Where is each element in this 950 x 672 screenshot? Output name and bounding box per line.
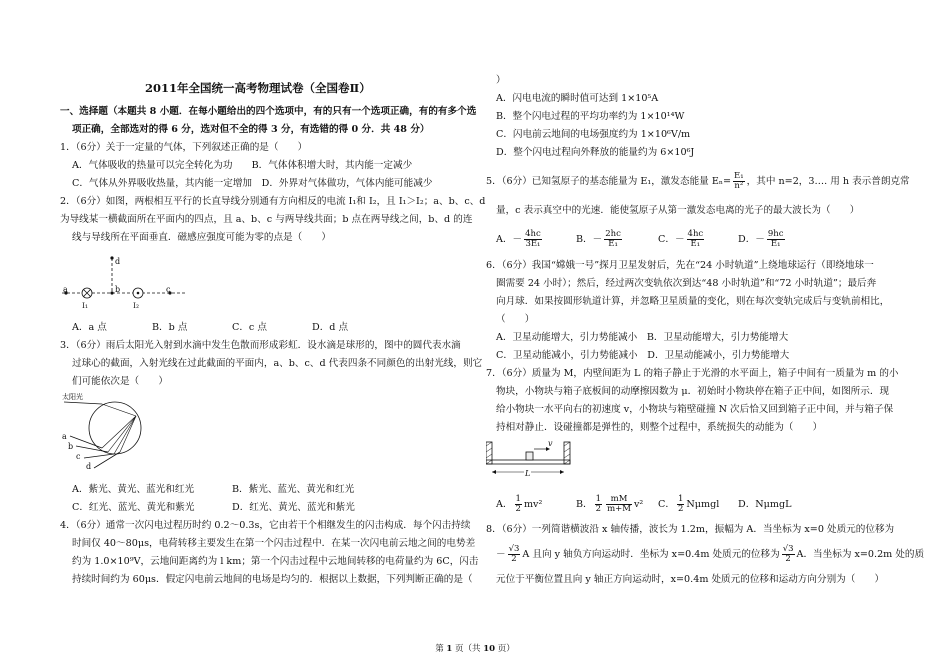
page-footer (0, 642, 950, 654)
q5-option-c-fraction (687, 230, 705, 249)
q5-stem-post: ，其中 n=2，3…. 用 h 表示普朗克常 (746, 176, 910, 187)
q6-stem-line2: 圈需要 24 小时）；然后，经过两次变轨依次到达“48 小时轨道”和“72 小时轨道”；最后奔 (496, 278, 877, 289)
q3-option-b: B．紫光、蓝光、黄光和红光 (232, 484, 355, 495)
q2-label-d: d (115, 257, 121, 266)
q5-option-a-num: 4hc (525, 229, 541, 239)
q5-stem-line2: 量，c 表示真空中的光速．能使氢原子从第一激发态电离的光子的最大波长为（ ） (496, 205, 860, 216)
q7-stem-line3: 给小物块一水平向右的初速度 v，小物块与箱壁碰撞 N 次后恰又回到箱子正中间，并与箱子保 (496, 404, 894, 415)
q6-options-cd: C．卫星动能减小，引力势能减小 D．卫星动能减小，引力势能增大 (496, 350, 790, 361)
q7-option-a-fraction (515, 495, 522, 514)
q5-option-b-sign: － (592, 234, 603, 245)
q2-stem-line1: 2．（6分）如图，两根相互平行的长直导线分别通有方向相反的电流 I₁和 I₂，且 I₁＞I₂；a、b、c、d (60, 196, 486, 207)
q4-option-b: B．整个闪电过程的平均功率约为 1×10¹⁴W (496, 111, 685, 122)
q8-stem-line1: 8．（6分）一列简谐横波沿 x 轴传播，波长为 1.2m，振幅为 A．当坐标为 x=0 处质元的位移为 (486, 524, 895, 535)
q8-fraction2-den: 2 (785, 554, 791, 564)
q1-stem: 1．（6分）关于一定量的气体，下列叙述正确的是（ ） (60, 142, 308, 153)
footer-middle: 页（共 (452, 644, 484, 654)
q2-wire-figure (60, 248, 190, 320)
q7-option-b-fraction1 (595, 495, 602, 514)
q7-option-a-label: A． (496, 499, 513, 510)
q7-box-figure (486, 438, 576, 480)
q2-stem-line2: 为导线某一横截面所在平面内的四点，且 a、b、c 与两导线共面；b 点在两导线之间，b、d 的连 (60, 214, 473, 225)
q5-stem-line1 (486, 172, 910, 191)
q3-label-d: d (86, 462, 92, 471)
q7-option-c-num: 1 (677, 494, 684, 504)
q7-option-b-label: B． (576, 499, 593, 510)
footer-prefix: 第 (435, 644, 447, 654)
q5-option-a-label: A． (496, 234, 513, 245)
q2-option-c: C．c 点 (232, 322, 267, 333)
q5-option-d-fraction (767, 230, 785, 249)
q2-option-a: A．a 点 (72, 322, 107, 333)
q5-option-d-den: E₁ (770, 239, 781, 249)
q4-option-d: D．整个闪电过程向外释放的能量约为 6×10⁶J (496, 147, 695, 158)
footer-total-pages: 10 (483, 644, 496, 654)
q7-stem-line2: 物块，小物块与箱子底板间的动摩擦因数为 μ．初始时小物块停在箱子正中间，如图所示．现 (496, 386, 890, 397)
q5-option-a-den: 3E₁ (525, 239, 541, 249)
q3-label-sunlight: 太阳光 (62, 393, 83, 401)
q3-option-a: A．紫光、黄光、蓝光和红光 (72, 484, 195, 495)
q4-stem-end: ） (496, 75, 506, 86)
q2-stem-line3: 线与导线所在平面垂直．磁感应强度可能为零的点是（ ） (72, 232, 332, 243)
q5-option-d-num: 9hc (767, 229, 784, 239)
section1-heading-line2: 项正确，全部选对的得 6 分，选对但不全的得 3 分，有选错的得 0 分．共 48 分） (72, 124, 430, 135)
q5-option-c-sign: － (674, 234, 685, 245)
q7-option-c (658, 495, 719, 514)
q2-option-b: B．b 点 (152, 322, 188, 333)
q7-option-c-expr: Nμmgl (686, 499, 720, 510)
q8-fraction2 (782, 545, 795, 564)
q5-option-b-fraction (604, 230, 622, 249)
q5-energy-fraction (733, 172, 745, 191)
q8-stem-post: A．当坐标为 x=0.2m 处的质 (796, 549, 925, 560)
q7-option-b-num1: 1 (595, 494, 602, 504)
q7-label-v: v (548, 439, 553, 448)
q5-option-a-fraction (524, 230, 542, 249)
q4-stem-line2: 时间仅 40～80μs，电荷转移主要发生在第一个闪击过程中．在某一次闪电前云地之间的电势差 (72, 538, 476, 549)
q5-option-d-sign: － (755, 234, 765, 245)
q2-option-d: D．d 点 (312, 322, 349, 333)
q3-stem-line2: 过球心的截面，入射光线在过此截面的平面内，a、b、c、d 代表四条不同颜色的出射光线，则它 (72, 358, 483, 369)
q7-option-b-den2: m+M (607, 504, 631, 514)
q5-option-a (496, 230, 544, 249)
q8-fraction1-num: √3 (508, 544, 520, 554)
q2-label-c: c (166, 285, 171, 294)
q8-sign: － (496, 549, 506, 560)
q2-label-a: a (63, 285, 68, 294)
q5-option-b (576, 230, 624, 249)
q3-option-c: C．红光、蓝光、黄光和紫光 (72, 502, 195, 513)
q7-option-b (576, 495, 643, 514)
q7-label-l: L (525, 469, 531, 478)
q4-option-c: C．闪电前云地间的电场强度约为 1×10⁶V/m (496, 129, 691, 140)
q2-label-i2: I₂ (133, 301, 139, 310)
q7-option-c-den: 2 (677, 504, 684, 514)
q4-stem-line1: 4．（6分）通常一次闪电过程历时约 0.2～0.3s，它由若干个相继发生的闪击构成．每个闪击持续 (60, 520, 471, 531)
q7-option-c-fraction (677, 495, 684, 514)
q6-stem-line1: 6．（6分）我国“嫦娥一号”探月卫星发射后，先在“24 小时轨道”上绕地球运行（即绕地球一 (486, 260, 874, 271)
q5-option-c (658, 230, 706, 249)
q7-stem-line4: 持相对静止．设碰撞都是弹性的，则整个过程中，系统损失的动能为（ ） (496, 422, 823, 433)
footer-page-number: 1 (446, 644, 453, 654)
q4-stem-line3: 约为 1.0×10⁹V，云地间距离约为 l km；第一个闪击过程中云地间转移的电荷量约为 6C，闪击 (72, 556, 479, 567)
q3-label-c: c (76, 452, 81, 461)
q5-option-a-sign: － (512, 234, 523, 245)
q5-option-b-num: 2hc (605, 229, 621, 239)
q4-stem-line4: 持续时间约为 60μs．假定闪电前云地间的电场是均匀的．根据以上数据，下列判断正确的是（ (72, 574, 473, 585)
q5-stem-pre: 5．（6分）已知氢原子的基态能量为 E₁，激发态能量 Eₙ= (486, 176, 732, 187)
q5-option-b-den: E₁ (608, 239, 618, 249)
q5-frac-numerator: E₁ (734, 171, 744, 181)
q7-option-a-den: 2 (515, 504, 521, 514)
q3-label-a: a (62, 432, 67, 441)
q4-option-a: A．闪电电流的瞬时值可达到 1×10⁵A (496, 93, 659, 104)
q7-option-a-num: 1 (515, 494, 521, 504)
q7-option-a (496, 495, 542, 514)
q2-label-i1: I₁ (82, 301, 88, 310)
q7-option-a-expr: mv² (523, 499, 543, 510)
q7-option-b-den1: 2 (595, 504, 602, 514)
q3-stem-line3: 们可能依次是（ ） (72, 376, 168, 387)
q7-option-b-num2: mM (606, 495, 632, 505)
q8-fraction2-num: √3 (782, 544, 794, 554)
q1-options-cd: C．气体从外界吸收热量，其内能一定增加 D．外界对气体做功，气体内能可能减少 (72, 178, 433, 189)
q2-wire-diagram (60, 248, 190, 320)
q2-label-b: b (115, 285, 121, 294)
q8-stem-mid: A 且向 y 轴负方向运动时．坐标为 x=0.4m 处质元的位移为 (522, 549, 780, 560)
q8-fraction1 (508, 545, 521, 564)
q7-stem-line1: 7．（6分）质量为 M，内壁间距为 L 的箱子静止于光滑的水平面上，箱子中间有一质量为 m 的小 (486, 368, 899, 379)
q5-option-d-label: D． (738, 234, 756, 245)
q3-stem-line1: 3．（6分）雨后太阳光入射到水滴中发生色散而形成彩虹．设水滴是球形的，图中的圆代表水滴 (60, 340, 461, 351)
q6-stem-line4: （ ） (496, 314, 535, 325)
q3-label-b: b (68, 442, 74, 451)
q1-options-ab: A．气体吸收的热量可以完全转化为功 B．气体体积增大时，其内能一定减少 (72, 160, 413, 171)
footer-suffix: 页） (495, 644, 515, 654)
q5-option-c-num: 4hc (687, 229, 704, 239)
q6-stem-line3: 向月球．如果按圆形轨道计算，并忽略卫星质量的变化，则在每次变轨完成后与变轨前相比， (496, 296, 890, 307)
q5-option-c-label: C． (658, 234, 675, 245)
q7-option-c-label: C． (658, 499, 675, 510)
q7-option-b-fraction2 (606, 495, 632, 514)
page-title: 2011年全国统一高考物理试卷（全国卷Ⅱ） (145, 81, 371, 95)
q5-frac-denominator: n² (734, 181, 744, 191)
q5-option-c-den: E₁ (690, 239, 701, 249)
q7-option-b-expr: v² (633, 499, 644, 510)
q3-option-d: D．红光、黄光、蓝光和紫光 (232, 502, 355, 513)
q3-raindrop-figure (60, 390, 150, 472)
section1-heading-line1: 一、选择题（本题共 8 小题．在每小题给出的四个选项中，有的只有一个选项正确，有的有多个选 (60, 106, 477, 117)
q5-option-b-label: B． (576, 234, 593, 245)
q8-stem-line3: 元位于平衡位置且向 y 轴正方向运动时，x=0.4m 处质元的位移和运动方向分别为（ ） (496, 574, 885, 585)
q8-fraction1-den: 2 (511, 554, 517, 564)
q6-options-ab: A．卫星动能增大，引力势能减小 B．卫星动能增大，引力势能增大 (496, 332, 789, 343)
q8-stem-line2 (496, 545, 924, 564)
q7-option-d: D．NμmgL (738, 499, 792, 510)
q5-option-d (738, 230, 787, 249)
